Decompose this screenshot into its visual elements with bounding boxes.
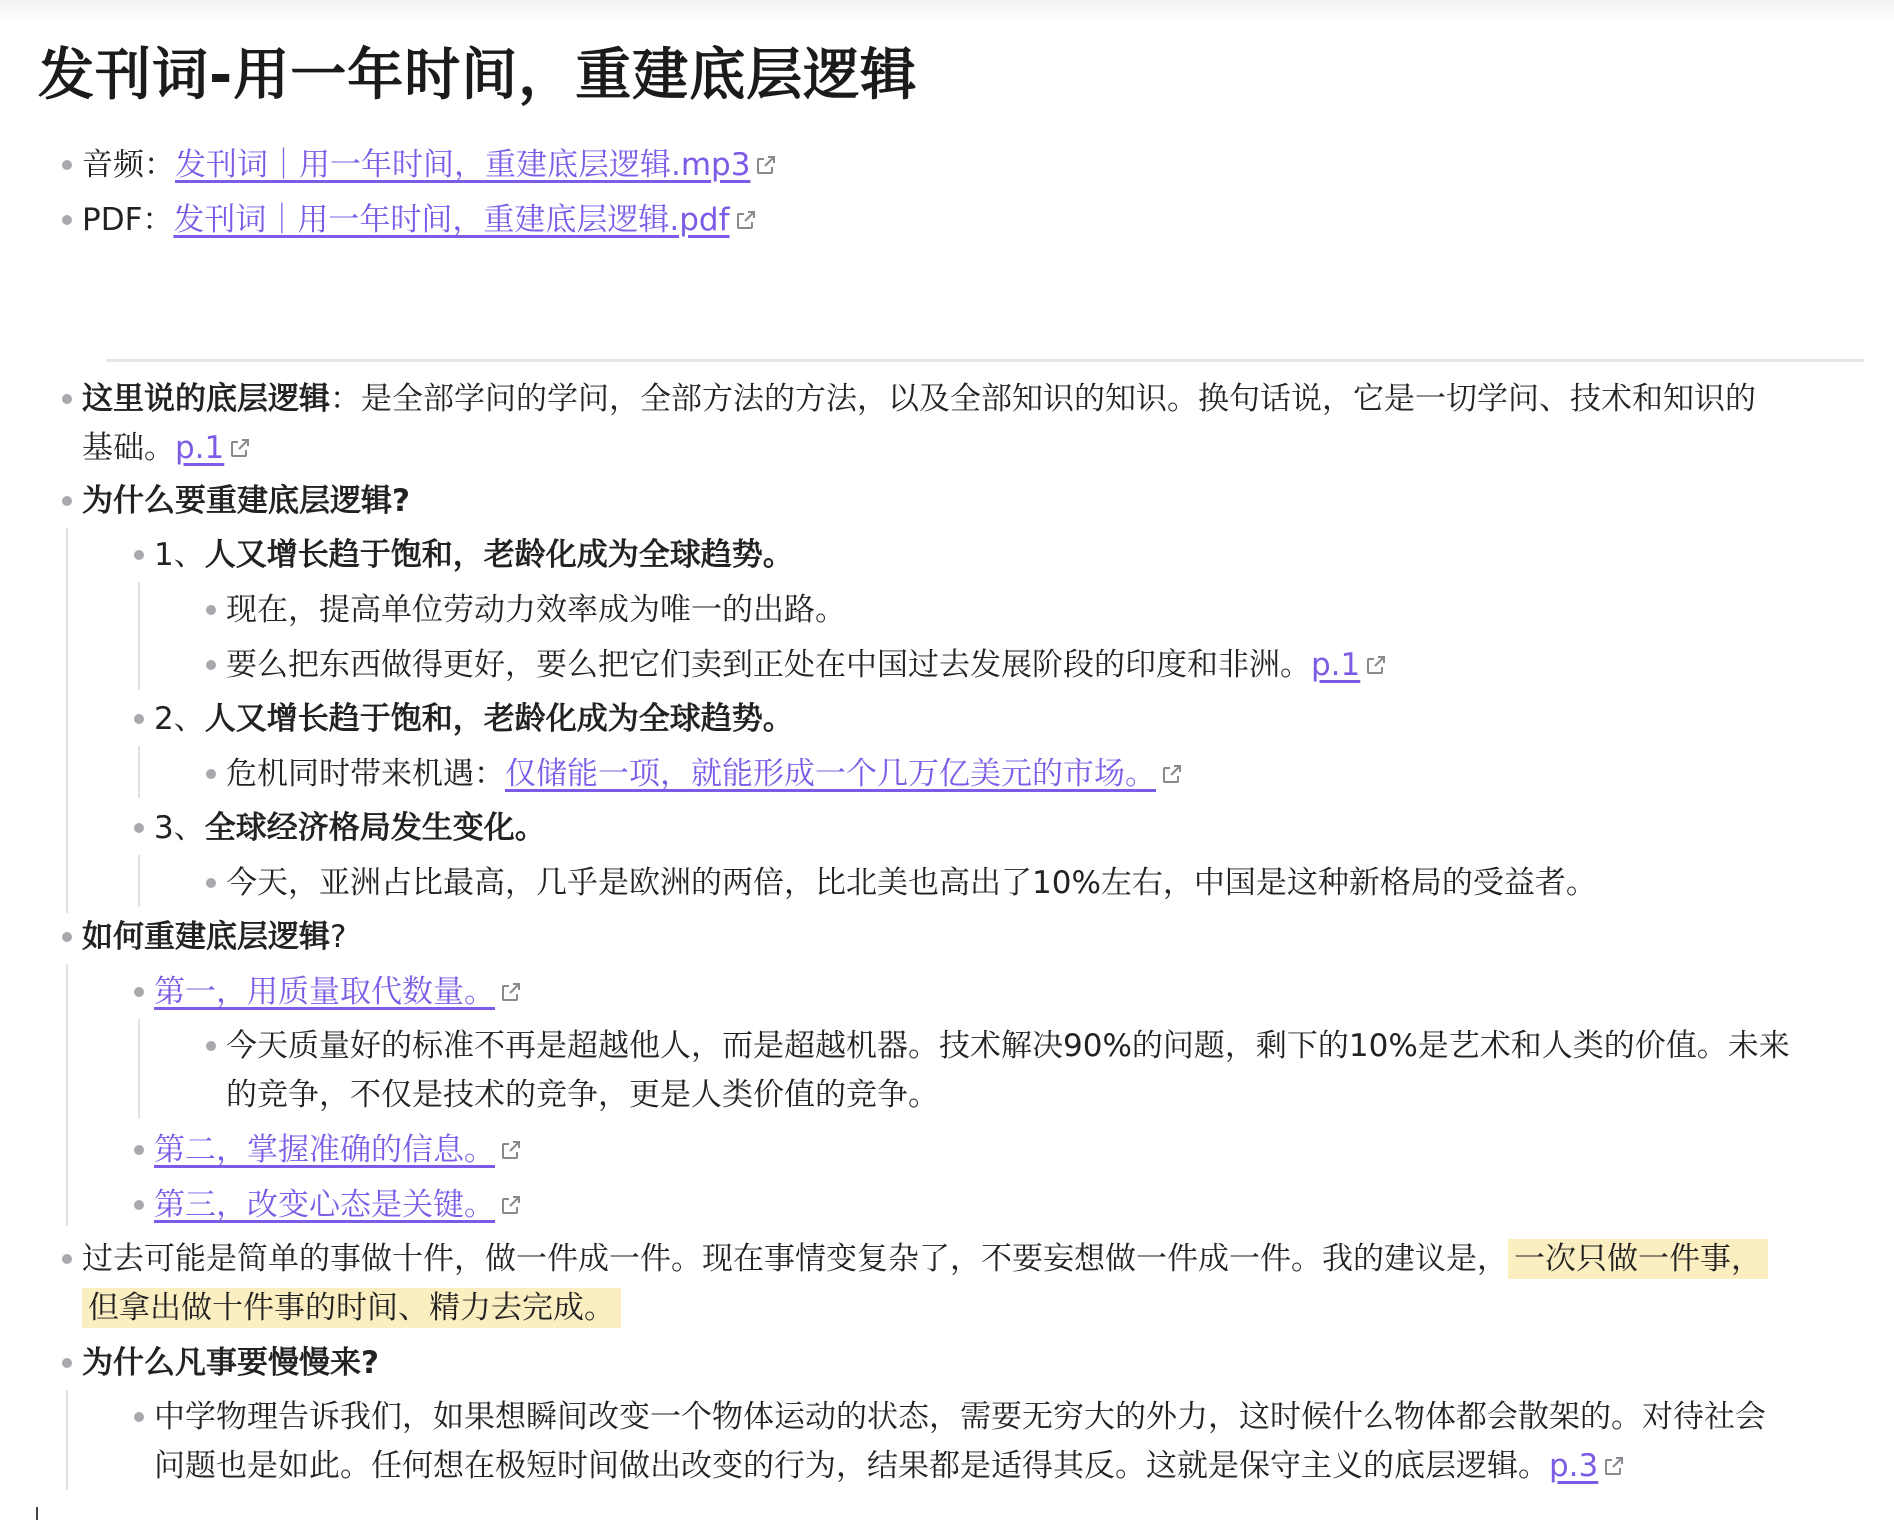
top-bar: [0, 0, 1894, 26]
page-ref-link[interactable]: p.3: [1549, 1448, 1599, 1484]
list-item-step-3[interactable]: [154, 1181, 523, 1232]
audio-label: 音频：: [82, 147, 175, 183]
list-item-pdf: [82, 196, 758, 247]
bullet-dot[interactable]: [206, 660, 216, 670]
indent-guide: [138, 855, 140, 907]
list-item-point-3[interactable]: [154, 804, 546, 853]
external-link-icon[interactable]: [754, 143, 778, 192]
definition-bold: 这里说的底层逻辑: [82, 381, 330, 417]
pdf-link[interactable]: 发刊词｜用一年时间，重建底层逻辑.pdf: [173, 202, 730, 238]
bullet-dot[interactable]: [62, 160, 72, 170]
bullet-dot[interactable]: [134, 1200, 144, 1210]
page-title: 发刊词-用一年时间，重建底层逻辑: [38, 43, 918, 108]
bullet-dot[interactable]: [206, 1041, 216, 1051]
indent-guide: [66, 528, 68, 913]
point-1-title: 人又增长趋于饱和，老龄化成为全球趋势。: [204, 537, 794, 573]
heading-why-slow[interactable]: 为什么凡事要慢慢来?: [82, 1345, 379, 1381]
definition-text: ：是全部学问的学问，全部方法的方法，以及全部知识的知识。换句话说，它是一切学问、技术和知识的: [330, 381, 1756, 417]
bullet-dot[interactable]: [134, 1145, 144, 1155]
bullet-dot[interactable]: [134, 1412, 144, 1422]
advice-highlight-2: 但拿出做十件事的时间、精力去完成。: [82, 1288, 621, 1328]
advice-highlight-1: 一次只做一件事，: [1508, 1239, 1768, 1279]
indent-guide: [66, 1390, 68, 1490]
audio-link[interactable]: 发刊词｜用一年时间，重建底层逻辑.mp3: [175, 147, 751, 183]
bullet-dot[interactable]: [134, 550, 144, 560]
list-item-slow-sub[interactable]: [154, 1393, 1884, 1493]
page-ref-link[interactable]: p.1: [1311, 647, 1361, 683]
list-item-point-2-sub-1[interactable]: [226, 750, 1184, 801]
bullet-dot[interactable]: [62, 496, 72, 506]
bullet-dot[interactable]: [62, 394, 72, 404]
bullet-dot[interactable]: [134, 714, 144, 724]
point-1-sub-2-text: 要么把东西做得更好，要么把它们卖到正处在中国过去发展阶段的印度和非洲。: [226, 647, 1311, 683]
list-item-point-3-sub-1[interactable]: 今天，亚洲占比最高，几乎是欧洲的两倍，比北美也高出了10%左右，中国是这种新格局的受益者。: [226, 865, 1597, 901]
external-link-icon[interactable]: [734, 198, 758, 247]
list-item-point-1-sub-2[interactable]: [226, 641, 1388, 692]
bullet-dot[interactable]: [62, 1358, 72, 1368]
list-item-point-1-sub-1[interactable]: 现在，提高单位劳动力效率成为唯一的出路。: [226, 592, 846, 628]
external-link-icon[interactable]: [228, 426, 252, 475]
how-heading-text: 如何重建底层逻辑: [82, 919, 330, 955]
bullet-dot[interactable]: [206, 769, 216, 779]
slow-line-2: 问题也是如此。任何想在极短时间做出改变的行为，结果都是适得其反。这就是保守主义的底层逻辑。: [154, 1448, 1549, 1484]
external-link-icon[interactable]: [499, 1183, 523, 1232]
bullet-dot[interactable]: [134, 987, 144, 997]
pdf-label: PDF：: [82, 202, 174, 238]
external-link-icon[interactable]: [499, 1128, 523, 1177]
bullet-dot[interactable]: [206, 605, 216, 615]
slow-line-1: 中学物理告诉我们，如果想瞬间改变一个物体运动的状态，需要无穷大的外力，这时候什么物体都会散架的。对待社会: [154, 1399, 1766, 1435]
how-heading-mark: ?: [330, 919, 347, 955]
energy-storage-link[interactable]: 仅储能一项，就能形成一个几万亿美元的市场。: [505, 756, 1156, 792]
heading-why-rebuild[interactable]: 为什么要重建底层逻辑?: [82, 483, 410, 519]
bullet-dot[interactable]: [134, 823, 144, 833]
list-item-step-1[interactable]: [154, 968, 523, 1019]
step-2-link[interactable]: 第二，掌握准确的信息。: [154, 1132, 495, 1168]
bullet-dot[interactable]: [62, 215, 72, 225]
point-2-sub-1-text: 危机同时带来机遇：: [226, 756, 505, 792]
step-1-sub-line-1: 今天质量好的标准不再是超越他人，而是超越机器。技术解决90%的问题，剩下的10%是艺术和人类的价值。未来: [226, 1028, 1790, 1064]
external-link-icon[interactable]: [499, 970, 523, 1019]
external-link-icon[interactable]: [1160, 752, 1184, 801]
point-1-number: 1、: [154, 537, 205, 573]
advice-text: 过去可能是简单的事做十件，做一件成一件。现在事情变复杂了，不要妄想做一件成一件。我的建议是，: [82, 1241, 1508, 1277]
definition-text-cont: 基础。: [82, 430, 175, 466]
point-3-title: 全球经济格局发生变化。: [204, 810, 546, 846]
heading-how-rebuild[interactable]: [82, 913, 346, 962]
external-link-icon[interactable]: [1364, 643, 1388, 692]
point-2-number: 2、: [154, 701, 205, 737]
indent-guide: [138, 582, 140, 690]
list-item-advice[interactable]: [82, 1235, 1882, 1333]
step-1-link[interactable]: 第一，用质量取代数量。: [154, 974, 495, 1010]
text-cursor: [36, 1507, 38, 1520]
indent-guide: [66, 964, 68, 1226]
indent-guide: [138, 1019, 140, 1119]
step-3-link[interactable]: 第三，改变心态是关键。: [154, 1187, 495, 1223]
bullet-dot[interactable]: [62, 1254, 72, 1264]
point-2-title: 人又增长趋于饱和，老龄化成为全球趋势。: [204, 701, 794, 737]
external-link-icon[interactable]: [1602, 1444, 1626, 1493]
list-item-step-1-sub[interactable]: [226, 1022, 1886, 1120]
bullet-dot[interactable]: [206, 878, 216, 888]
list-item-step-2[interactable]: [154, 1126, 523, 1177]
list-item-point-2[interactable]: [154, 695, 794, 744]
list-item-audio: [82, 141, 778, 192]
list-item-point-1[interactable]: [154, 531, 794, 580]
divider: [106, 359, 1864, 362]
page-ref-link[interactable]: p.1: [175, 430, 225, 466]
step-1-sub-line-2: 的竞争，不仅是技术的竞争，更是人类价值的竞争。: [226, 1077, 939, 1113]
bullet-dot[interactable]: [62, 932, 72, 942]
point-3-number: 3、: [154, 810, 205, 846]
list-item-definition[interactable]: [82, 375, 1872, 475]
indent-guide: [138, 746, 140, 798]
